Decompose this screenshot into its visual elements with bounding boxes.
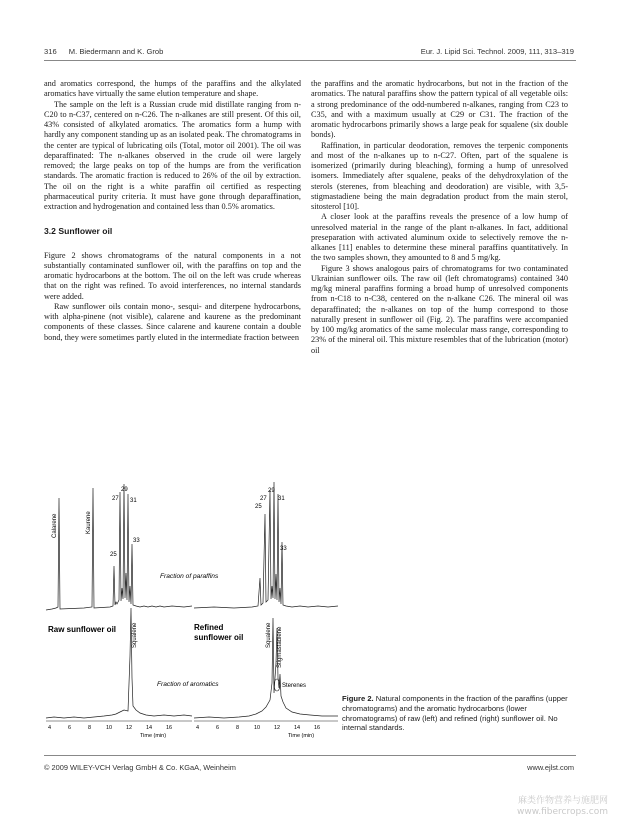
squalene-label-raw: Squalene: [132, 622, 138, 648]
peak-label-31: 31: [278, 496, 285, 502]
calarene-label: Calarene: [52, 513, 58, 538]
peak-label-33: 33: [280, 546, 287, 552]
figure-caption: [342, 694, 574, 733]
squalene-label-refined: Squalene: [266, 622, 272, 648]
tick-label: 16: [314, 725, 321, 731]
peak-label-27: 27: [260, 496, 267, 502]
tick-label: 6: [68, 725, 72, 731]
caption-label: Figure 2.: [342, 694, 374, 703]
running-header-left: [44, 47, 163, 56]
peak-label-25: 25: [255, 504, 262, 510]
tick-label: 8: [88, 725, 92, 731]
caption-text: Natural components in the fraction of the paraffins (upper chromatograms) and the aromatic hydrocarbons (lower chromatograms) of raw (left) and refined (right) sunflower oil. No internal standards.: [342, 694, 568, 733]
tick-label: 8: [236, 725, 240, 731]
refined-title-line1: Refined: [194, 623, 224, 632]
tick-label: 4: [48, 725, 52, 731]
axis-title: Time (min): [140, 733, 167, 739]
kaurene-label: Kaurene: [86, 511, 92, 534]
page-number: 316: [44, 47, 57, 56]
header-authors: M. Biedermann and K. Grob: [68, 47, 164, 56]
stigmastadiene-label: Stigmastadiene: [277, 626, 283, 668]
axis-title: Time (min): [288, 733, 315, 739]
journal-website[interactable]: www.ejlst.com: [527, 763, 574, 772]
peak-label-25: 25: [110, 552, 117, 558]
tick-label: 14: [294, 725, 301, 731]
tick-label: 6: [216, 725, 220, 731]
peak-label-31: 31: [130, 498, 137, 504]
raw-paraffins-trace: [46, 484, 192, 610]
tick-label: 10: [254, 725, 261, 731]
paragraph: Raffination, in particular deodoration, removes the terpenic components and most of the n-alkanes up to n-C27. Often, part of the squalene is isomerized (primarily during bleaching), forming a hump of unresolved isomers. Immediately after squalene, peaks of the dehydroxylation of the sterols (sterenes, from bleaching and deodoration) are visible, with 3,5-stigmastadiene being the main degradation product from the main sterol, sitosterol [10].: [311, 140, 568, 211]
peak-label-33: 33: [133, 538, 140, 544]
footer-rule: [44, 755, 576, 756]
peak-label-29: 29: [121, 487, 128, 493]
left-text-column: [44, 79, 301, 343]
paragraph: The sample on the left is a Russian crude mid distillate ranging from n-C20 to n-C37, centered on n-C26. The n-alkanes are still present. Of this oil, 43% consisted of alkylated aromatics. The aromatics form a hump with hardly any component standing up as an isolated peak. The chromatograms in the center are typical of lubricating oils (Total, motor oil 2001). The oil was deparaffinated: The n-alkanes observed in the crude oil were largely removed; the large peaks on top of the humps are from the verification standards. The aromatic fraction is reduced to 26% of the oil by extraction. The oil on the right is a white paraffin oil certified as respecting pharmaceutical purity criteria. It must have gone through deparaffination, extraction and hydrogenation and contained less than 0.5% aromatics.: [44, 99, 301, 211]
tick-label: 16: [166, 725, 173, 731]
sterenes-label: Sterenes: [282, 683, 307, 689]
watermark-line: 麻类作物营养与施肥网: [517, 796, 608, 806]
watermark-line: www.fibercrops.com: [517, 807, 608, 817]
paragraph: Figure 2 shows chromatograms of the natural components in a not substantially contaminated sunflower oil, with the paraffins on top and the aromatic hydrocarbons at the bottom. The oil on the left was crude whereas that on the right was refined. To avoid interferences, no internal standards were added.: [44, 250, 301, 301]
copyright: © 2009 WILEY-VCH Verlag GmbH & Co. KGaA, Weinheim: [44, 763, 236, 772]
paragraph: the paraffins and the aromatic hydrocarbons, but not in the fraction of the aromatics. The natural paraffins show the pattern typical of all vegetable oils: a strong predominance of the odd-numbered n-alkanes, ranging from C23 to C35, and with a maximum usually at C29 or C31. The fraction of the aromatic hydrocarbons primarily shows a large peak for squalene (six double bonds).: [311, 79, 568, 140]
raw-tick-labels: [48, 725, 172, 739]
header-rule: [44, 60, 576, 61]
tick-label: 14: [146, 725, 153, 731]
tick-label: 12: [126, 725, 133, 731]
right-text-column: [311, 79, 568, 356]
fraction-aromatics-label: Fraction of aromatics: [157, 681, 219, 688]
paragraph: A closer look at the paraffins reveals the presence of a low hump of unresolved material in the range of the plant n-alkanes. In fact, additional preseparation with activated aluminum oxide to selectively remove the n-alkanes [11] enables to determine these mineral paraffins quantitatively. In the two samples shown, they amounted to 8 and 5 mg/kg.: [311, 212, 568, 263]
refined-tick-labels: [196, 725, 320, 739]
section-heading: 3.2 Sunflower oil: [44, 226, 113, 237]
paragraph: Figure 3 shows analogous pairs of chromatograms for two contaminated Ukrainian sunflower oils. The raw oil (left chromatograms) contained 340 mg/kg mineral paraffins forming a broad hump of unresolved components from n-C18 to n-C38, centered on the n-alkane C26. The mineral oil was deparaffinated; the n-alkanes on top of the hump correspond to those naturally present in sunflower oil (Fig. 2). The paraffins were accompanied by 100 mg/kg aromatics of the same molecular mass range, corresponding to 23% of the mineral oil. This mixture resembles that of the lubrication (motor) oil: [311, 263, 568, 355]
fraction-paraffins-label: Fraction of paraffins: [160, 573, 219, 580]
peak-label-29: 29: [268, 488, 275, 494]
tick-label: 4: [196, 725, 200, 731]
tick-label: 12: [274, 725, 281, 731]
peak-label-27: 27: [112, 496, 119, 502]
watermark: [517, 796, 608, 818]
figure-2-chromatograms: [44, 478, 340, 740]
paragraph: and aromatics correspond, the humps of the paraffins and the alkylated aromatics have virtually the same elution temperature and shape.: [44, 79, 301, 99]
raw-sunflower-title: Raw sunflower oil: [48, 625, 117, 634]
refined-title-line2: sunflower oil: [194, 633, 244, 642]
paragraph: Raw sunflower oils contain mono-, sesqui- and diterpene hydrocarbons, with alpha-pinene (not visible), calarene and kaurene as the predominant components of these classes. Since calarene and kaurene contain a double bond, they were sometimes partly eluted in the intermediate fraction between: [44, 301, 301, 342]
tick-label: 10: [106, 725, 113, 731]
header-journal: Eur. J. Lipid Sci. Technol. 2009, 111, 313–319: [420, 47, 574, 56]
